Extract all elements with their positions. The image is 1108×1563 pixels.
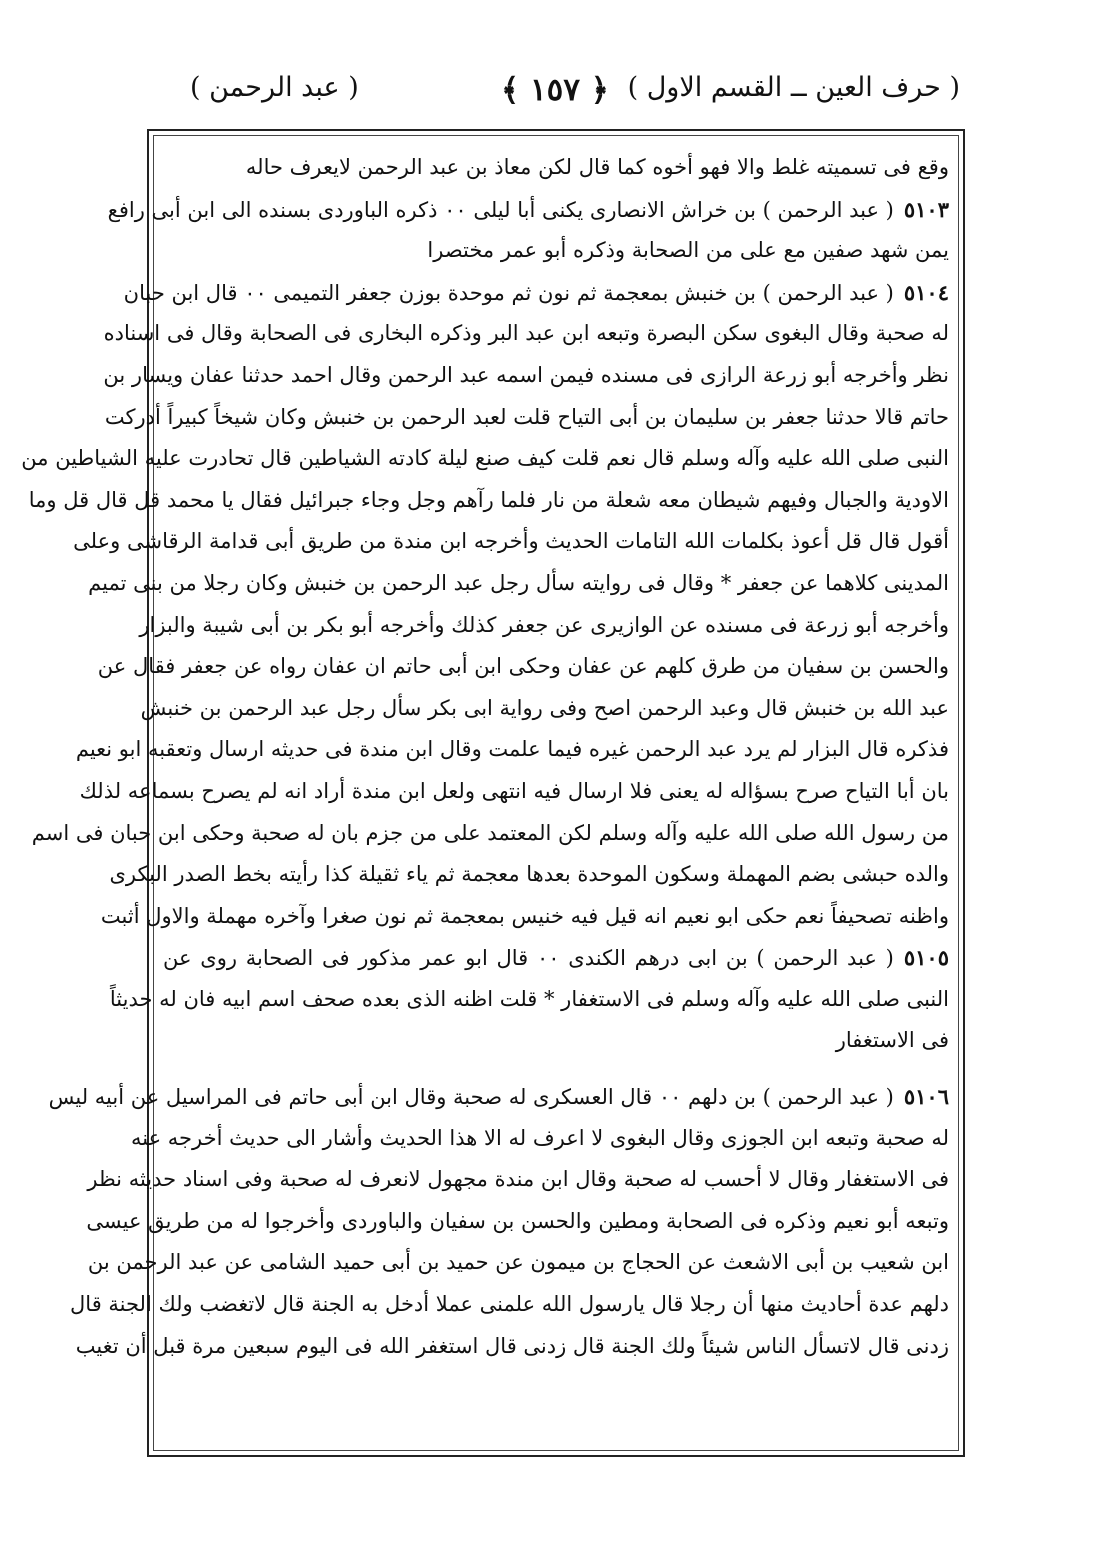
line-text: فذكره قال البزار لم يرد عبد الرحمن غيره فيما علمت وقال ابن مندة فى حديثه ارسال وتعقبه ابو نعيم	[75, 737, 949, 762]
line-text: له صحبة وتبعه ابن الجوزى وقال البغوى لا اعرف له الا هذا الحديث وأشار الى حديث أخرجه عنه	[131, 1125, 949, 1150]
entry-number: ٥١٠٤	[903, 279, 949, 305]
text-line	[75, 729, 949, 771]
text-line	[104, 397, 949, 439]
line-text: يمن شهد صفين مع على من الصحابة وذكره أبو عمر مختصرا	[427, 238, 949, 263]
text-line	[100, 896, 949, 938]
line-text: والحسن بن سفيان من طرق كلهم عن عفان وحكى ابن أبى حاتم ان عفان رواه عن جعفر فقال عن	[97, 654, 949, 679]
line-text: دلهم عدة أحاديث منها أن رجلا قال يارسول الله علمنى عملا أدخل به الجنة قال لاتغضب ولك الجنة قال	[70, 1292, 949, 1317]
entry-title: ( عبد الرحمن )	[190, 72, 359, 103]
entry-start-line	[123, 272, 949, 314]
line-text: واظنه تصحيفاً نعم حكى ابو نعيم انه قيل فيه خنيس بمعجمة ثم نون صغرا وآخره مهملة والاول أثبت	[100, 903, 949, 928]
line-text: من رسول الله صلى الله عليه وآله وسلم لكن المعتمد على من جزم بان له صحبة وحكى ابن حبان فى اسم	[31, 820, 949, 845]
line-text: النبى صلى الله عليه وآله وسلم فى الاستغفار * قلت اظنه الذى بعده صحف اسم ابيه فان له حديثاً	[109, 986, 949, 1011]
page-header	[150, 72, 960, 122]
line-text: النبى صلى الله عليه وآله وسلم قال نعم قلت كيف صنع ليلة كادته الشياطين قال تحادرت عليه الشياطين من	[21, 446, 949, 471]
line-text: بان أبا التياح صرح بسؤاله له يعنى فلا ارسال فيه انتهى ولعل ابن مندة أراد انه لم يصرح بسماعه لذلك	[79, 778, 949, 803]
text-line	[109, 979, 949, 1021]
text-line	[131, 1118, 949, 1160]
line-text: عبد الله بن خنبش قال وعبد الرحمن اصح وفى رواية ابى بكر سأل رجل عبد الرحمن بن خنبش	[140, 695, 949, 720]
entry-number: ٥١٠٥	[903, 945, 949, 971]
text-line	[103, 313, 949, 355]
text-line	[73, 521, 949, 563]
page-body	[21, 147, 949, 1443]
entry-number: ٥١٠٦	[903, 1084, 949, 1110]
line-text: والده حبشى بضم المهملة وسكون الموحدة بعدها معجمة ثم ياء ثقيلة كذا رأيته بخط الصدر البكرى	[109, 862, 949, 887]
text-line	[70, 1284, 949, 1326]
line-text: وتبعه أبو نعيم وذكره فى الصحابة ومطين والحسن بن سفيان والباوردى وأخرجوا له من طريق عيسى	[86, 1208, 949, 1233]
entry-start-line	[48, 1076, 949, 1118]
text-line	[87, 1242, 949, 1284]
text-line	[140, 688, 949, 730]
line-text: زدنى قال لاتسأل الناس شيئاً ولك الجنة قال زدنى قال استغفر الله فى اليوم سبعين مرة قبل أن تغيب	[75, 1333, 949, 1358]
line-text: نظر وأخرجه أبو زرعة الرازى فى مسنده فيمن اسمه عبد الرحمن وقال احمد حدثنا عفان ويسار بن	[103, 362, 949, 387]
text-line	[79, 771, 949, 813]
entry-number: ٥١٠٣	[903, 196, 949, 222]
text-line	[31, 813, 949, 855]
text-line	[97, 646, 949, 688]
line-text: وأخرجه أبو زرعة فى مسنده عن الوازيرى عن جعفر كذلك وأخرجه أبو بكر بن أبى شيبة والبزار	[139, 612, 949, 637]
line-text: ابن شعيب بن أبى الاشعث عن الحجاج بن ميمون عن حميد بن أبى حميد الشامى عن عبد الرحمن بن	[87, 1250, 949, 1275]
text-line	[88, 563, 949, 605]
line-text: وقع فى تسميته غلط والا فهو أخوه كما قال لكن معاذ بن عبد الرحمن لايعرف حاله	[245, 155, 949, 179]
line-text: فى الاستغفار	[835, 1028, 949, 1053]
text-line	[109, 854, 949, 896]
text-line	[87, 1159, 949, 1201]
line-text: ( عبد الرحمن ) بن دلهم ٠٠ قال العسكرى له صحبة وقال ابن أبى حاتم فى المراسيل عن أبيه ليس	[48, 1085, 894, 1110]
line-text: ( عبد الرحمن ) بن خنبش بمعجمة ثم نون ثم موحدة بوزن جعفر التميمى ٠٠ قال ابن حبان	[123, 280, 894, 305]
line-text: فى الاستغفار وقال لا أحسب له صحبة وقال ابن مندة مجهول لانعرف له صحبة وفى اسناد حديثه نظر	[87, 1167, 949, 1192]
line-text: ( عبد الرحمن ) بن خراش الانصارى يكنى أبا ليلى ٠٠ ذكره الباوردى بسنده الى ابن أبى رافع	[107, 197, 894, 222]
text-line	[28, 480, 949, 522]
line-text: أقول قال قل أعوذ بكلمات الله التامات الحديث وأخرجه ابن مندة من طريق أبى قدامة الرقاشى وعلى	[73, 529, 949, 554]
text-line	[163, 230, 949, 272]
text-line	[103, 355, 949, 397]
text-line	[21, 438, 949, 480]
text-line	[163, 147, 949, 189]
entry-start-line	[107, 189, 949, 231]
line-text: المدينى كلاهما عن جعفر * وقال فى روايته سأل رجل عبد الرحمن بن خنبش وكان رجلا من بنى تميم	[88, 570, 949, 595]
page-frame	[21, 129, 965, 1457]
text-line	[139, 605, 949, 647]
line-text: الاودية والجبال وفيهم شيطان معه شعلة من نار فلما رآهم وجل وجاء جبرائيل فقال يا محمد قل قال قل وما	[28, 487, 949, 512]
section-title: ( حرف العين ــ القسم الاول )	[627, 72, 960, 103]
text-line	[163, 1020, 949, 1062]
page-number: ﴿ ١٥٧ ﴾	[501, 72, 609, 108]
entry-start-line	[163, 937, 949, 979]
text-line	[75, 1326, 949, 1368]
text-line	[86, 1201, 949, 1243]
line-text: ( عبد الرحمن ) بن ابى درهم الكندى ٠٠ قال ابو عمر مذكور فى الصحابة روى عن	[163, 946, 894, 971]
line-text: حاتم قالا حدثنا جعفر بن سليمان بن أبى التياح قلت لعبد الرحمن بن خنبش وكان شيخاً كبيراً أدركت	[104, 404, 949, 429]
line-text: له صحبة وقال البغوى سكن البصرة وتبعه ابن عبد البر وذكره البخارى فى الصحابة وقال فى اسناده	[103, 321, 949, 346]
